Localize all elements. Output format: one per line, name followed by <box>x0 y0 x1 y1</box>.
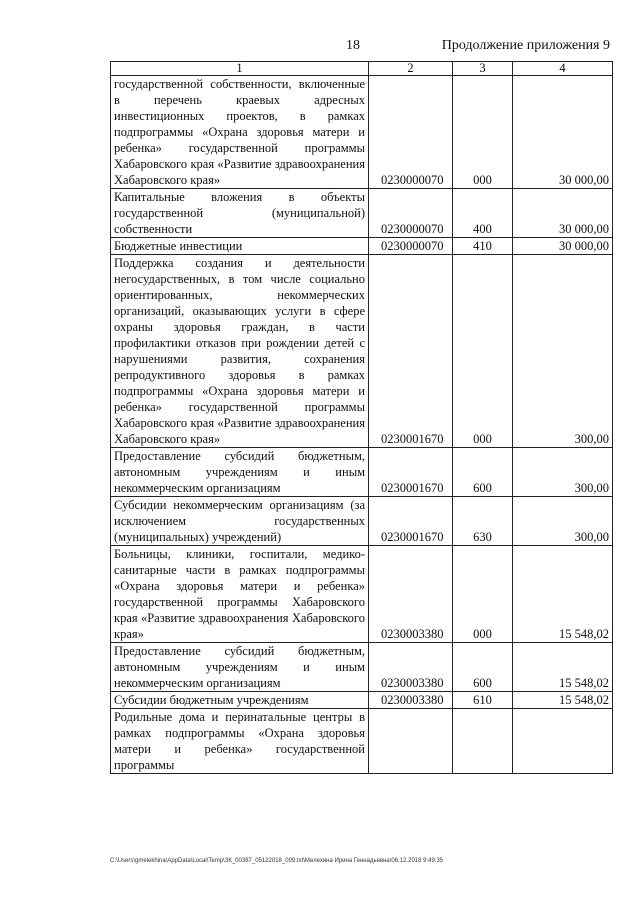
table-row <box>111 255 613 448</box>
target-article-code: 0230003380 <box>369 546 453 643</box>
amount: 300,00 <box>513 497 613 546</box>
target-article-code: 0230003380 <box>369 643 453 692</box>
page-number: 18 <box>346 38 360 53</box>
table-row <box>111 189 613 238</box>
amount: 30 000,00 <box>513 238 613 255</box>
target-article-code <box>369 709 453 774</box>
expense-type-code: 410 <box>453 238 513 255</box>
footer-file-path: C:\Users\gmelekhina\AppData\Local\Temp\ЗК_00387_05122018_009.txt\Мелехина Ирина Геннадьевна\06.12.2018 9:49:35 <box>110 858 444 864</box>
table-row <box>111 448 613 497</box>
target-article-code: 0230001670 <box>369 497 453 546</box>
table-row <box>111 709 613 774</box>
expense-type-code: 630 <box>453 497 513 546</box>
column-header: 2 <box>369 62 453 76</box>
item-name: Субсидии некоммерческим организациям (за исключением государственных (муниципальных) учреждений) <box>111 497 369 546</box>
appendix-continuation-title: Продолжение приложения 9 <box>441 38 610 53</box>
item-name: государственной собственности, включенные в перечень краевых адресных инвестиционных проектов, в рамках подпрограммы «Охрана здоровья матери и ребенка» государственной программы Хабаровского края «Развитие здравоохранения Хабаровского края» <box>111 76 369 189</box>
item-name: Капитальные вложения в объекты государственной (муниципальной) собственности <box>111 189 369 238</box>
table-row <box>111 546 613 643</box>
table-row <box>111 497 613 546</box>
target-article-code: 0230003380 <box>369 692 453 709</box>
budget-table <box>110 61 613 774</box>
item-name: Предоставление субсидий бюджетным, автономным учреждениям и иным некоммерческим организациям <box>111 643 369 692</box>
amount <box>513 709 613 774</box>
column-header: 1 <box>111 62 369 76</box>
table-row <box>111 692 613 709</box>
target-article-code: 0230000070 <box>369 76 453 189</box>
item-name: Субсидии бюджетным учреждениям <box>111 692 369 709</box>
amount: 15 548,02 <box>513 643 613 692</box>
table-row <box>111 76 613 189</box>
expense-type-code: 000 <box>453 255 513 448</box>
column-header: 3 <box>453 62 513 76</box>
column-header: 4 <box>513 62 613 76</box>
item-name: Родильные дома и перинатальные центры в рамках подпрограммы «Охрана здоровья матери и ребенка» государственной программы <box>111 709 369 774</box>
target-article-code: 0230001670 <box>369 448 453 497</box>
expense-type-code: 000 <box>453 76 513 189</box>
expense-type-code: 000 <box>453 546 513 643</box>
table-header-row <box>111 62 613 76</box>
expense-type-code: 400 <box>453 189 513 238</box>
table-row <box>111 238 613 255</box>
target-article-code: 0230000070 <box>369 189 453 238</box>
item-name: Поддержка создания и деятельности негосударственных, в том числе социально ориентированных, некоммерческих организаций, оказывающих услуги в сфере охраны здоровья граждан, в части профилактики отказов при рождении детей с нарушениями развития, сохранения репродуктивного здоровья в рамках подпрограммы «Охрана здоровья матери и ребенка» государственной программы Хабаровского края «Развитие здравоохранения Хабаровского края» <box>111 255 369 448</box>
item-name: Бюджетные инвестиции <box>111 238 369 255</box>
expense-type-code: 600 <box>453 448 513 497</box>
amount: 15 548,02 <box>513 692 613 709</box>
expense-type-code: 610 <box>453 692 513 709</box>
table-row <box>111 643 613 692</box>
expense-type-code: 600 <box>453 643 513 692</box>
target-article-code: 0230001670 <box>369 255 453 448</box>
amount: 30 000,00 <box>513 76 613 189</box>
expense-type-code <box>453 709 513 774</box>
item-name: Предоставление субсидий бюджетным, автономным учреждениям и иным некоммерческим организациям <box>111 448 369 497</box>
amount: 300,00 <box>513 448 613 497</box>
amount: 15 548,02 <box>513 546 613 643</box>
target-article-code: 0230000070 <box>369 238 453 255</box>
amount: 30 000,00 <box>513 189 613 238</box>
item-name: Больницы, клиники, госпитали, медико-санитарные части в рамках подпрограммы «Охрана здоровья матери и ребенка» государственной программы Хабаровского края «Развитие здравоохранения Хабаровского края» <box>111 546 369 643</box>
amount: 300,00 <box>513 255 613 448</box>
